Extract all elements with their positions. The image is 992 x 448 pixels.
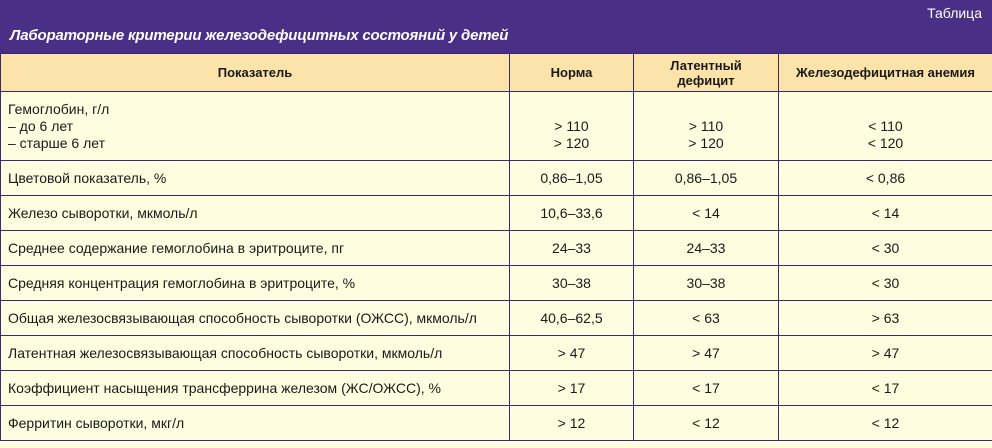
anemia-cell — [779, 161, 992, 196]
anemia-cell-text: < 110 — [868, 117, 903, 134]
latent-cell — [634, 231, 779, 266]
anemia-cell — [779, 301, 992, 336]
indicator-cell-text: – до 6 лет — [8, 117, 74, 134]
table-row — [1, 406, 992, 441]
norm-cell — [510, 231, 634, 266]
anemia-cell-text: < 0,86 — [865, 169, 906, 186]
latent-cell-text: > 110 — [688, 117, 724, 134]
table-body — [1, 92, 992, 441]
indicator-cell-text: Общая железосвязывающая способность сыворотки (ОЖСС), мкмоль/л — [8, 309, 477, 326]
anemia-cell-text: > 47 — [871, 344, 900, 361]
indicator-cell — [1, 196, 510, 231]
norm-cell-text: 10,6–33,6 — [540, 204, 603, 221]
norm-cell — [510, 92, 634, 161]
norm-cell — [510, 266, 634, 301]
spacer-line — [785, 101, 986, 118]
anemia-cell-text: < 30 — [871, 274, 900, 291]
indicator-cell-text: Ферритин сыворотки, мкг/л — [8, 414, 185, 431]
norm-cell-text: > 12 — [557, 414, 586, 431]
anemia-cell — [779, 336, 992, 371]
latent-cell-text: < 17 — [692, 379, 720, 396]
anemia-cell-text: < 120 — [867, 134, 904, 151]
column-header-anemia: Железодефицитная анемия — [779, 54, 992, 92]
anemia-cell-text: < 12 — [871, 414, 900, 431]
indicator-cell — [1, 371, 510, 406]
indicator-cell — [1, 92, 510, 161]
column-header-norm: Норма — [510, 54, 634, 92]
norm-cell — [510, 406, 634, 441]
anemia-cell-text: < 17 — [871, 379, 900, 396]
table-row — [1, 371, 992, 406]
latent-cell-text: 24–33 — [686, 239, 726, 256]
indicator-cell-text: Цветовой показатель, % — [8, 169, 167, 186]
norm-cell-text: > 17 — [557, 379, 586, 396]
norm-cell-text: 40,6–62,5 — [540, 309, 603, 326]
indicator-cell-text: Железо сыворотки, мкмоль/л — [8, 204, 198, 221]
criteria-table — [0, 53, 992, 441]
spacer-line — [516, 101, 627, 118]
latent-cell-text: < 12 — [692, 414, 720, 431]
anemia-cell — [779, 231, 992, 266]
norm-cell — [510, 196, 634, 231]
latent-cell — [634, 336, 779, 371]
indicator-cell — [1, 301, 510, 336]
indicator-cell — [1, 336, 510, 371]
latent-cell — [634, 266, 779, 301]
anemia-cell — [779, 92, 992, 161]
norm-cell — [510, 301, 634, 336]
indicator-cell — [1, 266, 510, 301]
column-header-indicator: Показатель — [1, 54, 510, 92]
indicator-cell-text: Средняя концентрация гемоглобина в эритроците, % — [8, 274, 356, 291]
latent-cell-text: 0,86–1,05 — [674, 169, 738, 186]
indicator-cell — [1, 161, 510, 196]
norm-cell-text: 0,86–1,05 — [540, 169, 603, 186]
anemia-cell — [779, 266, 992, 301]
latent-cell — [634, 196, 779, 231]
norm-cell-text: > 47 — [557, 344, 586, 361]
indicator-cell — [1, 406, 510, 441]
latent-cell-text: < 63 — [692, 309, 720, 326]
indicator-cell-text: Гемоглобин, г/л — [8, 100, 110, 117]
latent-cell-text: < 14 — [692, 204, 720, 221]
indicator-cell-text: Латентная железосвязывающая способность сыворотки, мкмоль/л — [8, 344, 443, 361]
table-banner — [0, 0, 992, 53]
table-row — [1, 266, 992, 301]
anemia-cell — [779, 371, 992, 406]
norm-cell-text: 30–38 — [552, 274, 591, 291]
column-header-latent: Латентный дефицит — [634, 54, 779, 92]
table-row — [1, 336, 992, 371]
table-title: Лабораторные критерии железодефицитных состояний у детей — [10, 27, 509, 44]
latent-cell — [634, 92, 779, 161]
latent-cell — [634, 301, 779, 336]
table-label: Таблица — [927, 5, 982, 21]
anemia-cell-text: < 14 — [871, 204, 900, 221]
norm-cell-text: > 110 — [554, 117, 589, 134]
latent-cell-text: > 120 — [688, 134, 724, 151]
norm-cell-text: 24–33 — [552, 239, 591, 256]
anemia-cell — [779, 406, 992, 441]
indicator-cell-text: – старше 6 лет — [8, 134, 105, 151]
norm-cell — [510, 336, 634, 371]
table-row — [1, 92, 992, 161]
latent-cell — [634, 161, 779, 196]
table-row — [1, 231, 992, 266]
norm-cell — [510, 371, 634, 406]
anemia-cell — [779, 196, 992, 231]
norm-cell-text: > 120 — [553, 134, 590, 151]
table-row — [1, 161, 992, 196]
norm-cell — [510, 161, 634, 196]
indicator-cell-text: Среднее содержание гемоглобина в эритроците, пг — [8, 239, 345, 256]
latent-cell — [634, 406, 779, 441]
anemia-cell-text: > 63 — [871, 309, 900, 326]
latent-cell — [634, 371, 779, 406]
table-row — [1, 301, 992, 336]
table-row — [1, 196, 992, 231]
latent-cell-text: > 47 — [692, 344, 720, 361]
header-row — [1, 54, 992, 92]
latent-cell-text: 30–38 — [686, 274, 726, 291]
indicator-cell — [1, 231, 510, 266]
spacer-line — [640, 101, 772, 118]
indicator-cell-text: Коэффициент насыщения трансферрина железом (ЖС/ОЖСС), % — [8, 379, 441, 396]
anemia-cell-text: < 30 — [871, 239, 900, 256]
